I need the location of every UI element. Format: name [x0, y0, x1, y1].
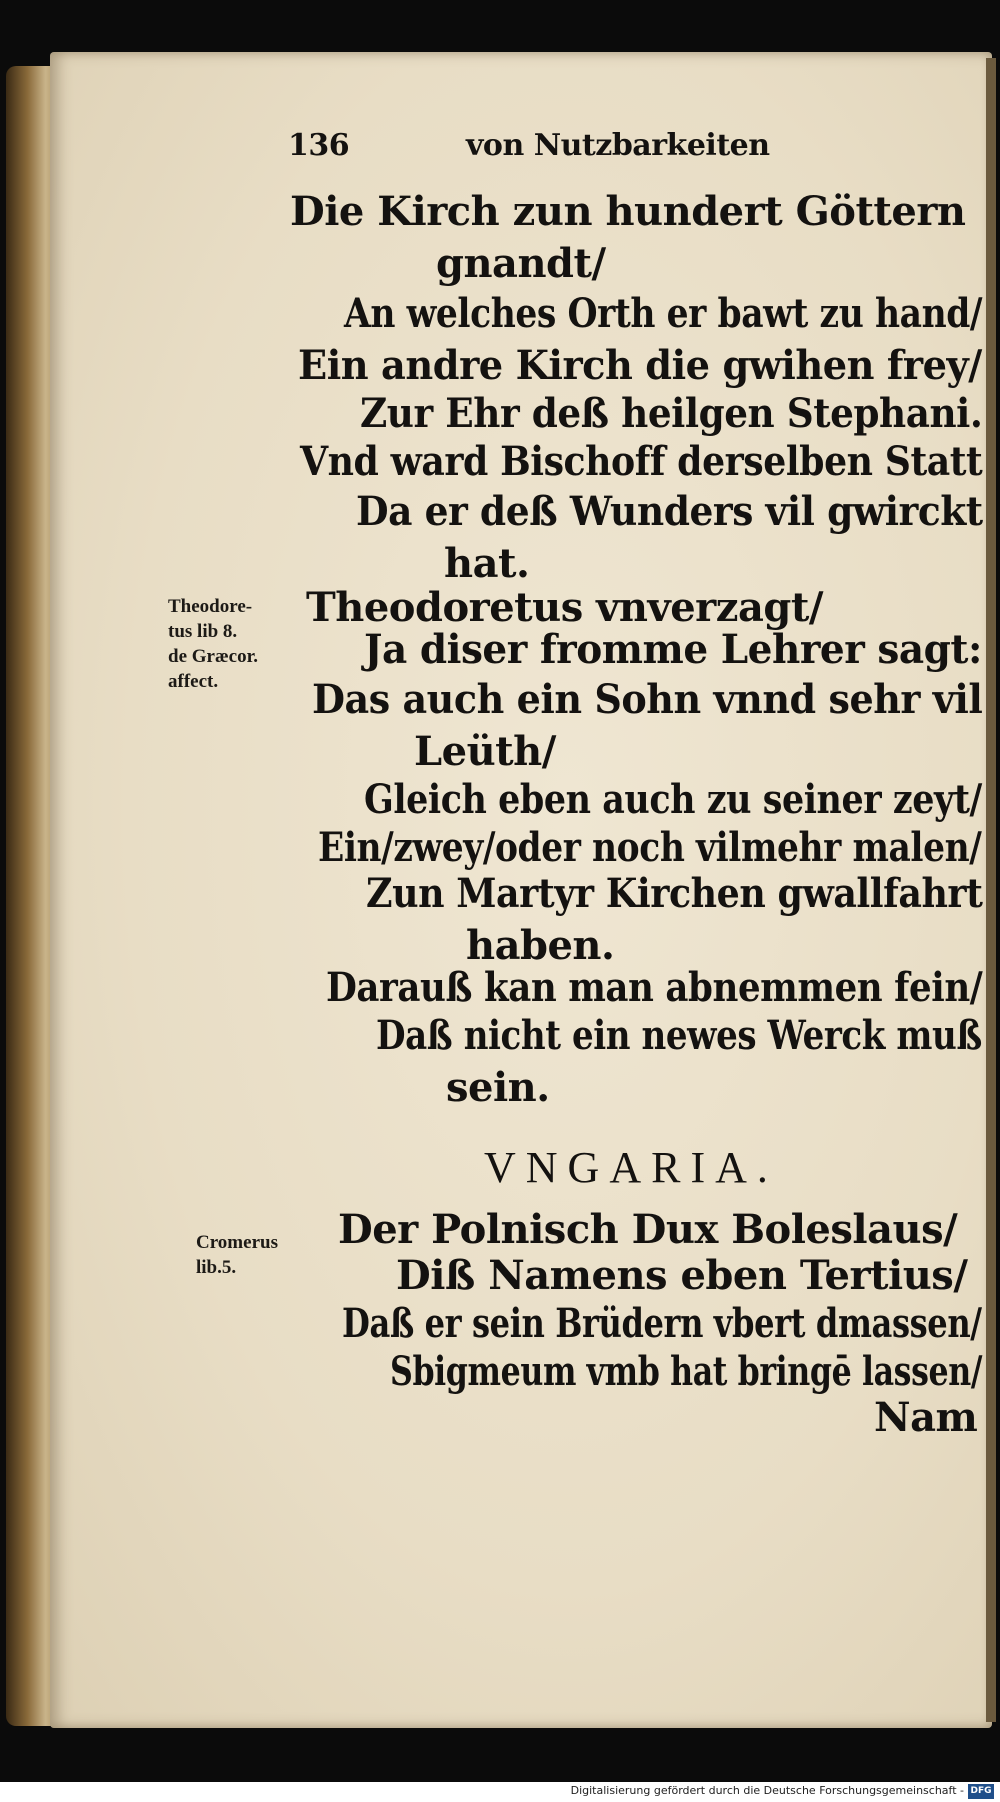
verse-line: gnandt/ — [436, 240, 606, 287]
dfg-logo: DFG — [968, 1784, 994, 1799]
page-number: 136 — [288, 128, 350, 163]
catchword: Nam — [874, 1394, 978, 1441]
verse-line: Daß nicht ein newes Werck muß — [376, 1012, 982, 1059]
verse-line: Das auch ein Sohn vnnd sehr vil — [312, 676, 983, 723]
verse-line: An welches Orth er bawt zu hand/ — [344, 290, 983, 337]
verse-line: Die Kirch zun hundert Göttern — [290, 188, 966, 235]
verse-line: Zur Ehr deß heilgen Stephani. — [360, 390, 983, 437]
verse-line: Ein andre Kirch die gwihen frey/ — [298, 342, 982, 389]
verse-line: Ja diser fromme Lehrer sagt: — [364, 626, 982, 673]
verse-line: hat. — [444, 540, 530, 587]
verse-line: Gleich eben auch zu seiner zeyt/ — [364, 776, 982, 823]
margin-note-line: lib.5. — [196, 1257, 237, 1278]
running-head: von Nutzbarkeiten — [466, 128, 770, 163]
margin-note-cromerus — [196, 1230, 278, 1280]
margin-note-theodoret — [168, 594, 258, 694]
verse-line: Diß Namens eben Tertius/ — [396, 1252, 968, 1299]
margin-note-line: Cromerus — [196, 1232, 278, 1253]
verse-line: Vnd ward Bischoff derselben Statt — [300, 438, 983, 485]
footer-credit: Digitalisierung gefördert durch die Deutsche Forschungsgemeinschaft - — [570, 1784, 964, 1797]
margin-note-line: tus lib 8. — [168, 621, 238, 642]
verse-line: Darauß kan man abnemmen fein/ — [326, 964, 983, 1011]
verse-line: Da er deß Wunders vil gwirckt — [356, 488, 983, 535]
section-heading: VNGARIA. — [484, 1143, 778, 1192]
verse-line: Der Polnisch Dux Boleslaus/ — [338, 1206, 958, 1253]
page-right-edge — [986, 58, 996, 1722]
verse-line: Sbigmeum vmb hat bringē lassen/ — [390, 1348, 983, 1395]
verse-line: sein. — [446, 1064, 550, 1111]
margin-note-line: affect. — [168, 671, 219, 692]
verse-line: Leüth/ — [414, 728, 556, 775]
verse-line: Theodoretus vnverzagt/ — [306, 584, 823, 631]
verse-line: Ein/zwey/oder noch vilmehr malen/ — [318, 824, 982, 871]
verse-line: haben. — [466, 922, 615, 969]
verse-line: Daß er sein Brüdern vbert dmassen/ — [342, 1300, 982, 1347]
margin-note-line: Theodore- — [168, 596, 253, 617]
margin-note-line: de Græcor. — [168, 646, 259, 667]
verse-line: Zun Martyr Kirchen gwallfahrt — [366, 870, 983, 917]
